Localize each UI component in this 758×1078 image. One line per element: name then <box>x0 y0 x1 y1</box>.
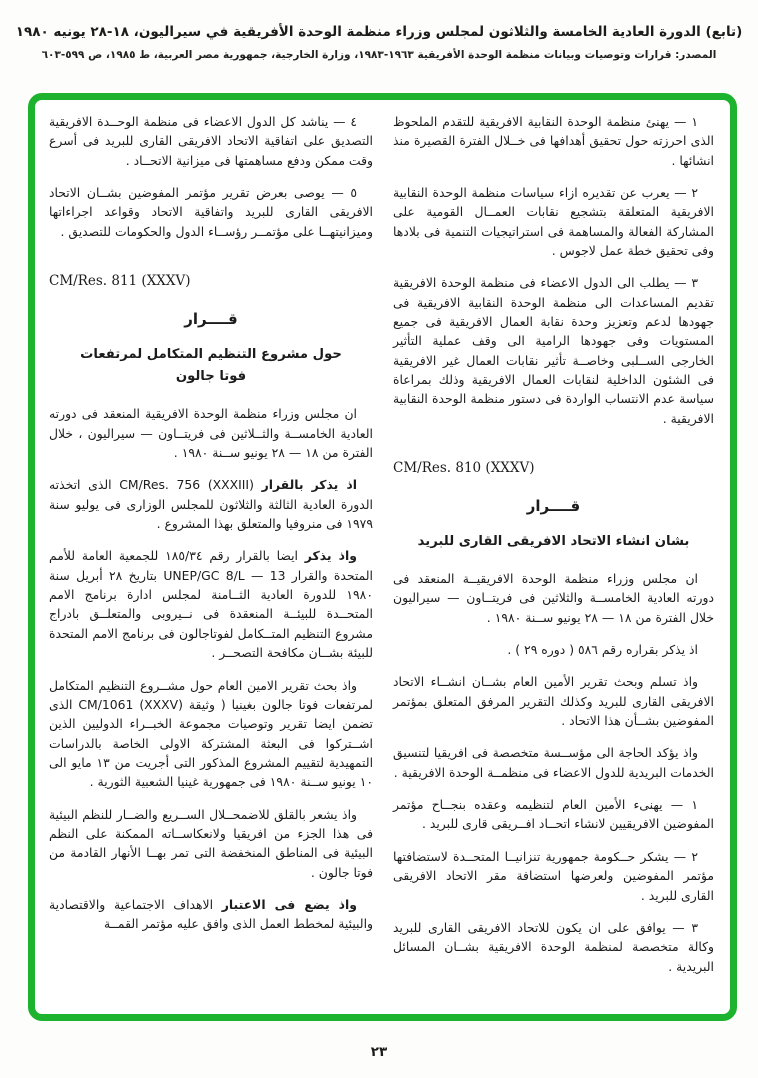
recital-clause: واذ تسلم وبحث تقرير الأمين العام بشــان انشــاء الاتحاد الافريقى القارى للبريد وكذلك التقرير المرفق المتعلق بمؤتمر المفوضين بشــأن هذا الاتحاد . <box>393 674 714 729</box>
session-title: (تابع) الدورة العادية الخامسة والثلاثون لمجلس وزراء منظمة الوحدة الأفريقية في سيراليون، ١٨-٢٨ يونيه ١٩٨٠ <box>15 24 743 40</box>
resolution-heading: قــــرار <box>184 310 238 329</box>
column-left <box>49 112 373 1004</box>
resolution-preamble: ان مجلس وزراء منظمة الوحدة الافريقية المنعقد فى دورته العادية الخامســة والثــلاثين فى فريتــاون — سيراليون ، خلال الفترة من ١٨ — ٢٨ يونيو ســنة ١٩٨٠ . <box>49 406 373 461</box>
resolution-preamble: ان مجلس وزراء منظمة الوحدة الافريقيــة المنعقد فى دورته العادية الخامســة والثلاثين فى فريتــاون — سيراليون خلال الفترة من ١٨ — ٢٨ يونيو ســنة ١٩٨٠ . <box>393 571 714 625</box>
recital-clause: واذ يؤكد الحاجة الى مؤســسة متخصصة فى افريقيا لتنسيق الخدمات البريدية للدول الاعضاء فى منظمــة الوحدة الافريقية . <box>393 745 714 780</box>
recital-lead: واذ يضع فى الاعتبار <box>221 896 357 912</box>
page-number: ٢٣ <box>370 1044 388 1060</box>
resolution-subject: بشان انشاء الاتحاد الافريقى القارى للبريد <box>417 533 690 549</box>
recital-lead: اذ يذكر بالقرار <box>261 477 357 493</box>
numbered-clause: ١ — يهنئ منظمة الوحدة النقابية الافريقية للتقدم الملحوظ الذى احرزته حول تحقيق أهدافها فى خــلال الفترة القصيرة منذ انشائها . <box>393 114 714 168</box>
source-citation: المصدر: قرارات وتوصيات وبيانات منظمة الوحدة الأفريقية ١٩٦٣-١٩٨٣، وزارة الخارجية، جمهورية مصر العربية، ط ١٩٨٥، ص ٥٩٩-٦٠٣ <box>41 49 717 61</box>
recital-text: ايضا بالقرار رقم ١٨٥/٣٤ للجمعية العامة للأمم المتحدة والقرار UNEP/GC 8/L — 13 بتاريخ ٢٨ أبريل سنة ١٩٨٠ للدورة العادية الثــامنة لمجلس ادارة برنامج الامم المتحــدة للبيئــة المنعقدة فى نــيروبى والمتعلــق بادراج مشروع التنظيم المتــكامل لفوتاجالون فى برنامج الامم المتحدة للبيئة بشــان مكافحة التصحــر . <box>49 548 373 661</box>
resolution-subject-line2: فوتا جالون <box>175 368 247 384</box>
two-column-layout <box>35 100 730 1014</box>
resolution-subject <box>49 344 373 389</box>
numbered-clause: ١ — يهنىء الأمين العام لتنظيمه وعقده بنجــاح مؤتمر المفوضين الافريقيين لانشاء اتحــاد افــريقى قارى للبريد . <box>393 797 714 832</box>
recital-clause <box>49 475 373 533</box>
numbered-clause: ٣ — يطلب الى الدول الاعضاء فى منظمة الوحدة الافريقية تقديم المساعدات الى منظمة الوحدة النقابية الافريقية فى جهودها لدعم وتعزيز وحدة نقابة العمال الافريقية فى جميع المستويات وفى جهودها الرامية الى وقف عملية التأثير الخارجى الســلبى وخاصــة تأثير نقابات العمال غير الافريقية فى الشئون الداخلية لنقابات العمال الافريقية وذلك بمراعاة سياسة عدم الانتساب الواردة فى دستور منظمة الوحدة النقابية الافريقية . <box>393 275 714 426</box>
page-header <box>0 24 758 61</box>
column-right <box>393 112 714 1004</box>
recital-clause: واذ يشعر بالقلق للاضمحــلال الســريع والضــار للنظم البيئية فى هذا الجزء من افريقيا ولانعكاســاته الممكنة على النظم البيئية فى المناطق المنخفضة التى تمر بهــا الأنهار القادمة من فوتا جالون . <box>49 806 373 880</box>
recital-text: CM/Res. 756 (XXXIII) الذى اتخذته الدورة العادية الثالثة والثلاثون للمجلس الوزارى فى يوليو سنة ١٩٧٩ فى منروفيا والمتعلق بهذا المشروع . <box>49 477 373 532</box>
resolution-heading: قــــرار <box>526 497 581 516</box>
recital-clause <box>49 546 373 662</box>
numbered-clause: ٥ — يوصى بعرض تقرير مؤتمر المفوضين بشــان الاتحاد الافريقى القارى للبريد واتفاقية الاتحاد وقواعد اجراءاتها وميزانيتهــا على مؤتمــر رؤســاء الدول والحكومات للتصديق . <box>49 185 373 239</box>
numbered-clause: ٤ — يناشد كل الدول الاعضاء فى منظمة الوحــدة الافريقية التصديق على اتفاقية الاتحاد الافريقى القارى للبريد فى أسرع وقت ممكن ودفع مساهمتها فى ميزانية الاتحــاد . <box>49 114 373 168</box>
resolution-number: CM/Res. 811 (XXXV) <box>49 273 191 290</box>
green-frame-content-box <box>28 93 737 1021</box>
recital-clause <box>49 895 373 934</box>
numbered-clause: ٢ — يعرب عن تقديره ازاء سياسات منظمة الوحدة النقابية الافريقية المتعلقة بتشجيع نقابات العمــال القومية على المشاركة الفعالة والمساهمة فى استراتيجيات التنمية فى بلادها وفى تحقيق خطة عمل لاجوس . <box>393 185 714 259</box>
recital-text: الاهداف الاجتماعية والاقتصادية والبيئية لمخطط العمل الذى وافق عليه مؤتمر القمــة <box>49 896 373 932</box>
numbered-clause: ٣ — يوافق على ان يكون للاتحاد الافريقى القارى للبريد وكالة متخصصة لمنظمة الوحدة الافريقية بشــان المسائل البريدية . <box>393 919 714 974</box>
recital-clause: واذ بحث تقرير الامين العام حول مشــروع التنظيم المتكامل لمرتفعات فوتا جالون بغينيا ( وثيقة CM/1061 (XXXV) الذى تضمن ايضا تقرير وتوصيات مجموعة الخبــراء الدوليين الذين اشــتركوا فى البعثة المشتركة الاولى الخاصة بالدراسات التمهيدية لتقييم المشروع المذكور التى أجريت من ١٣ مايو الى ١٠ يونيو ســنة ١٩٨٠ فى جمهورية غينيا الشعبية الثورية . <box>49 677 374 790</box>
numbered-clause: ٢ — يشكر حــكومة جمهورية تنزانيــا المتحــدة لاستضافتها مؤتمر المفوضين ولعرضها استضافة مقر الاتحاد الافريقى القارى للبريد . <box>393 848 714 903</box>
resolution-subject-line1: حول مشروع التنظيم المتكامل لمرتفعات <box>80 346 342 362</box>
resolution-number: CM/Res. 810 (XXXV) <box>393 460 535 477</box>
recital-lead: واذ يذكر <box>304 548 357 564</box>
recital-clause: اذ يذكر بقراره رقم ٥٨٦ ( دوره ٢٩ ) . <box>507 642 698 658</box>
